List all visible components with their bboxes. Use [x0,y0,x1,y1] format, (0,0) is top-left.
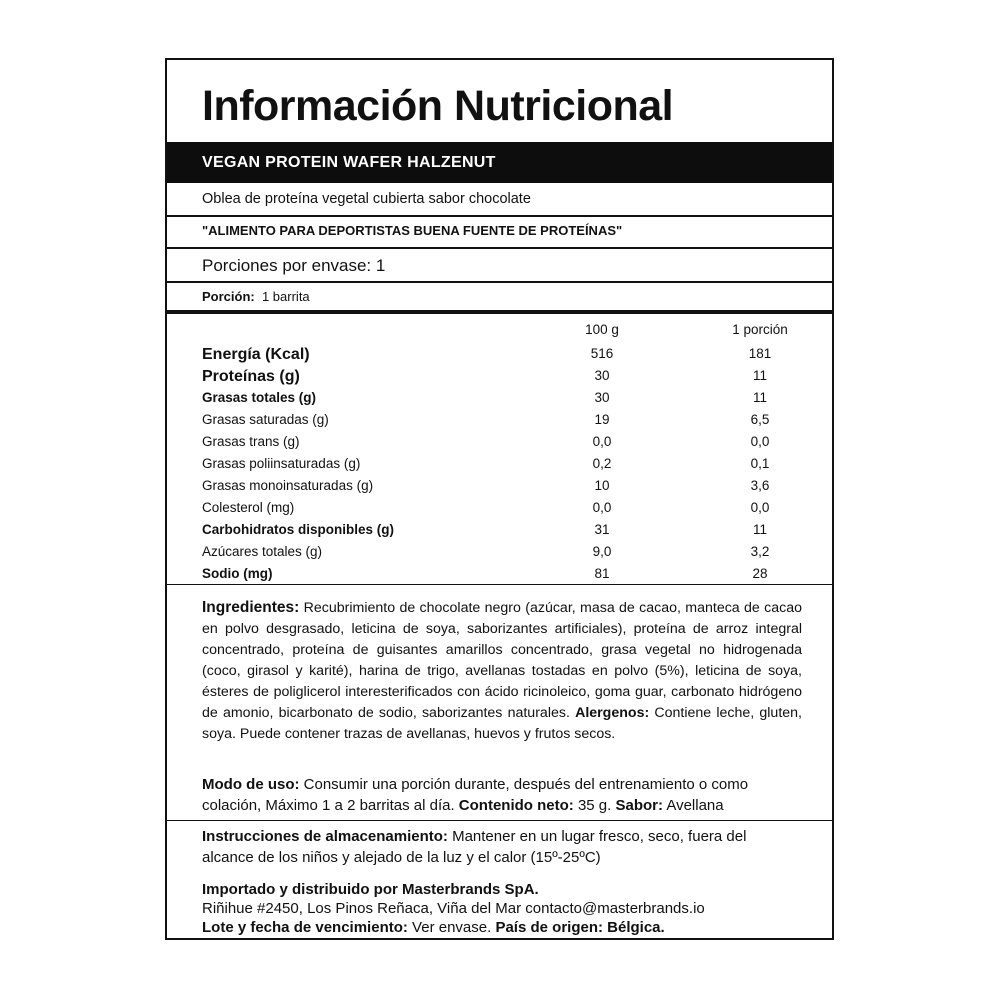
nutrient-name: Grasas saturadas (g) [202,412,329,427]
divider [167,584,832,585]
table-row [202,456,802,478]
thick-divider [167,310,832,314]
column-header-portion: 1 porción [732,322,788,337]
lot-label: Lote y fecha de vencimiento: [202,919,408,936]
value-per-portion: 28 [752,566,768,581]
label-title: Información Nutricional [202,82,674,130]
value-per-portion: 0,0 [750,434,770,449]
usage-paragraph [202,774,802,816]
importer-label: Importado y distribuido por Masterbrands SpA. [202,881,539,898]
value-per-portion: 3,2 [750,544,770,559]
product-description: Oblea de proteína vegetal cubierta sabor chocolate [202,191,531,207]
value-per-100g: 19 [594,412,610,427]
value-per-100g: 0,2 [592,456,612,471]
value-per-portion: 3,6 [750,478,770,493]
lot-text: Ver envase. [407,919,496,936]
table-row [202,522,802,544]
portion-label: Porción: [202,289,255,304]
table-row [202,478,802,500]
nutrient-name: Azúcares totales (g) [202,544,323,559]
portion-size [202,289,310,304]
value-per-portion: 11 [752,368,767,383]
net-content-text: 35 g. [573,797,616,814]
table-header [202,322,802,346]
value-per-100g: 30 [594,390,610,405]
table-row [202,412,802,434]
table-row [202,544,802,566]
nutrient-name: Grasas trans (g) [202,434,300,449]
value-per-portion: 6,5 [750,412,770,427]
product-claim: "ALIMENTO PARA DEPORTISTAS BUENA FUENTE DE PROTEÍNAS" [202,223,623,238]
storage-paragraph [202,826,802,868]
nutrient-name: Grasas totales (g) [202,390,317,405]
divider [167,281,832,283]
allergens-text: Contiene leche, gluten, soya. Puede contener trazas de avellanas, huevos y frutos secos. [202,705,802,742]
usage-text: Consumir una porción durante, después del entrenamiento o como colación, Máximo 1 a 2 barritas al día. [202,776,749,814]
value-per-100g: 81 [594,566,610,581]
value-per-100g: 516 [590,346,614,361]
storage-label: Instrucciones de almacenamiento: [202,828,448,845]
origin-label: País de origen: Bélgica. [495,919,665,936]
nutrition-label [165,58,834,940]
nutrient-name: Proteínas (g) [202,368,300,385]
table-row [202,434,802,456]
nutrient-name: Grasas monoinsaturadas (g) [202,478,374,493]
nutrient-name: Colesterol (mg) [202,500,295,515]
value-per-100g: 30 [594,368,610,383]
servings-per-package: Porciones por envase: 1 [202,256,386,275]
value-per-100g: 0,0 [592,434,612,449]
value-per-100g: 9,0 [592,544,612,559]
value-per-100g: 0,0 [592,500,612,515]
value-per-portion: 0,0 [750,500,770,515]
importer-address: Riñihue #2450, Los Pinos Reñaca, Viña del Mar contacto@masterbrands.io [202,900,705,917]
flavor-label: Sabor: [615,797,663,814]
value-per-portion: 11 [752,390,767,405]
column-header-100g: 100 g [585,322,619,337]
value-per-100g: 31 [594,522,610,537]
value-per-portion: 11 [752,522,767,537]
value-per-100g: 10 [594,478,610,493]
allergens-label: Alergenos: [575,705,650,721]
value-per-portion: 181 [748,346,772,361]
nutrient-name: Grasas poliinsaturadas (g) [202,456,361,471]
nutrition-table [202,322,802,588]
table-row [202,368,802,390]
nutrient-name: Carbohidratos disponibles (g) [202,522,395,537]
flavor-text: Avellana [663,797,724,814]
storage-text: Mantener en un lugar fresco, seco, fuera del alcance de los niños y alejado de la luz y el calor (15º-25ºC) [202,828,747,866]
divider [167,820,832,821]
table-row [202,500,802,522]
nutrient-name: Sodio (mg) [202,566,273,581]
usage-label: Modo de uso: [202,776,300,793]
portion-value: 1 barrita [261,289,310,304]
product-name-bar: VEGAN PROTEIN WAFER HALZENUT [167,142,832,183]
ingredients-text: Recubrimiento de chocolate negro (azúcar, masa de cacao, manteca de cacao en polvo desgrasado, leticina de soya, saborizantes artificiales), proteína de arroz integral concentrado, proteína de guisantes amarillos concentrado, grasa vegetal no hidrogenada (coco, girasol y karité), harina de trigo, avellanas tostadas en polvo (5%), leticina de soya, ésteres de poliglicerol interesterificados con ácido ricinoleico, goma guar, carbonato hidrógeno de amonio, bicarbonato de sodio, saborizantes naturales. [202,600,802,721]
ingredients-label: Ingredientes: [202,599,300,616]
table-row [202,346,802,368]
importer-paragraph [202,880,802,937]
table-row [202,390,802,412]
nutrient-name: Energía (Kcal) [202,346,310,363]
divider [167,247,832,249]
net-content-label: Contenido neto: [458,797,574,814]
divider [167,215,832,217]
ingredients-paragraph [202,597,802,745]
value-per-portion: 0,1 [750,456,770,471]
